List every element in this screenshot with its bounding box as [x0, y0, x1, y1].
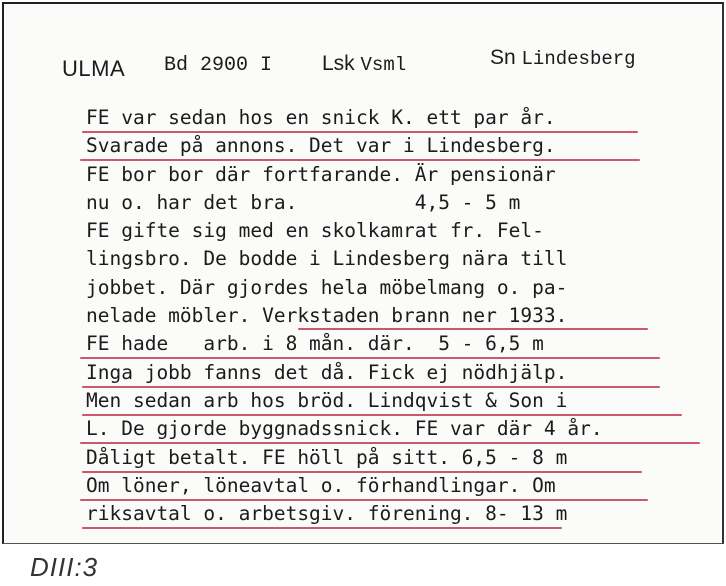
text-line-10: Inga jobb fanns det då. Fick ej nödhjälp.: [86, 359, 706, 387]
card-header: [62, 42, 682, 82]
text-line-6: lingsbro. De bodde i Lindesberg nära till: [86, 247, 568, 271]
text-line-15: riksavtal o. arbetsgiv. förening. 8- 13 m: [86, 500, 706, 528]
text-line-3: FE bor bor där fortfarande. Är pensionär: [86, 162, 556, 186]
text-line-7: jobbet. Där gjordes hela möbelmang o. pa-: [86, 275, 568, 299]
text-line-11: Men sedan arb hos bröd. Lindqvist & Son i: [86, 387, 706, 415]
text-line-4: nu o. har det bra. 4,5 - 5 m: [86, 190, 521, 214]
transcription-body: [86, 104, 706, 528]
landskap-field: [322, 52, 406, 76]
socken-field: [490, 46, 636, 70]
text-line-13: Dåligt betalt. FE höll på sitt. 6,5 - 8 m: [86, 444, 706, 472]
lsk-value: Vsml: [360, 54, 407, 76]
text-line-5: FE gifte sig med en skolkamrat fr. Fel-: [86, 219, 544, 243]
text-line-9: FE hade arb. i 8 mån. där. 5 - 6,5 m: [86, 330, 706, 358]
text-line-14: Om löner, löneavtal o. förhandlingar. Om: [86, 472, 706, 500]
archive-card: [2, 2, 724, 544]
text-line-8: nelade möbler. Verkstaden brann ner 1933.: [86, 302, 706, 330]
text-line-2: Svarade på annons. Det var i Lindesberg.: [86, 132, 706, 160]
margin-note: DIII:3: [30, 552, 99, 582]
bd-number: Bd 2900 I: [164, 54, 273, 77]
sn-label: Sn: [490, 46, 516, 69]
lsk-label: Lsk: [322, 52, 355, 75]
text-line-1: FE var sedan hos en snick K. ett par år.: [86, 104, 706, 132]
sn-value: Lindesberg: [521, 48, 636, 70]
text-line-12: L. De gjorde byggnadssnick. FE var där 4 år.: [86, 415, 706, 443]
archive-code: ULMA: [62, 56, 126, 81]
